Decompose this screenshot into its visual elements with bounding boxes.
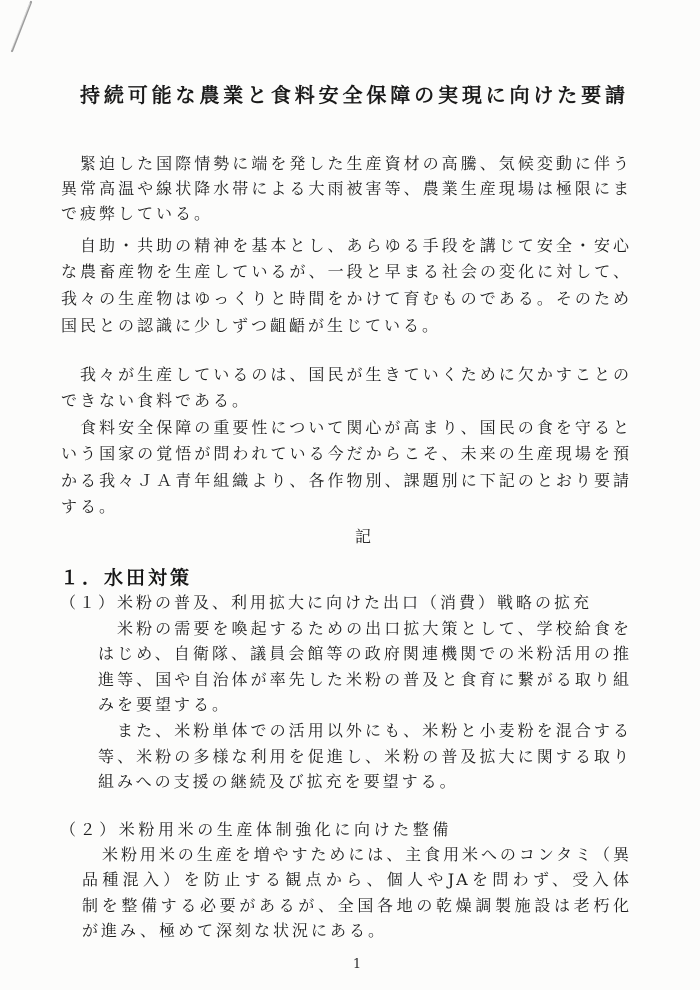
text-line: 等、米粉の多様な利用を促進し、米粉の普及拡大に関する取り	[98, 747, 631, 766]
text-line: できない食料である。	[61, 391, 252, 410]
text-line: が進み、極めて深刻な状況にある。	[82, 921, 387, 940]
note-marker: 記	[354, 527, 371, 546]
text-line: な農畜産物を生産しているが、一段と早まる社会の変化に対して、	[61, 262, 631, 281]
document-title: 持続可能な農業と食料安全保障の実現に向けた要請	[80, 83, 627, 107]
text-line: 自助・共助の精神を基本とし、あらゆる手段を講じて安全・安心	[80, 236, 631, 255]
text-line: 米粉用米の生産を増やすためには、主食用米へのコンタミ（異	[102, 845, 631, 864]
text-line: 国民との認識に少しずつ齟齬が生じている。	[61, 316, 442, 335]
text-line: 品種混入）を防止する観点から、個人やJAを問わず、受入体	[82, 870, 631, 889]
text-line: する。	[61, 497, 119, 516]
page-number: 1	[352, 957, 362, 972]
text-line: 食料安全保障の重要性について関心が高まり、国民の食を守ると	[80, 418, 631, 437]
text-line: 異常高温や線状降水帯による大雨被害等、農業生産現場は極限にま	[61, 179, 631, 198]
text-line: みを要望する。	[98, 695, 232, 714]
text-line: 組みへの支援の継続及び拡充を要望する。	[98, 772, 459, 791]
text-line: 我々が生産しているのは、国民が生きていくために欠かすことの	[80, 365, 631, 384]
item-heading: （２）米粉用米の生産体制強化に向けた整備	[60, 820, 453, 839]
text-line: 緊迫した国際情勢に端を発した生産資材の高騰、気候変動に伴う	[80, 154, 631, 173]
item-heading: （１）米粉の普及、利用拡大に向けた出口（消費）戦略の拡充	[60, 593, 593, 612]
scan-mark	[0, 0, 40, 60]
text-line: で疲弊している。	[61, 204, 214, 223]
text-line: また、米粉単体での活用以外にも、米粉と小麦粉を混合する	[117, 721, 631, 740]
text-line: 我々の生産物はゆっくりと時間をかけて育むものである。そのため	[61, 289, 631, 308]
text-line: 米粉の需要を喚起するための出口拡大策として、学校給食を	[117, 619, 631, 638]
text-line: かる我々ＪＡ青年組織より、各作物別、課題別に下記のとおり要請	[61, 471, 631, 490]
text-line: はじめ、自衛隊、議員会館等の政府関連機関での米粉活用の推	[98, 644, 631, 663]
text-line: 制を整備する必要があるが、全国各地の乾燥調製施設は老朽化	[82, 896, 631, 915]
text-line: いう国家の覚悟が問われている今だからこそ、未来の生産現場を預	[61, 444, 631, 463]
text-line: 進等、国や自治体が率先した米粉の普及と食育に繋がる取り組	[98, 670, 631, 689]
section-heading: １．水田対策	[60, 567, 193, 589]
